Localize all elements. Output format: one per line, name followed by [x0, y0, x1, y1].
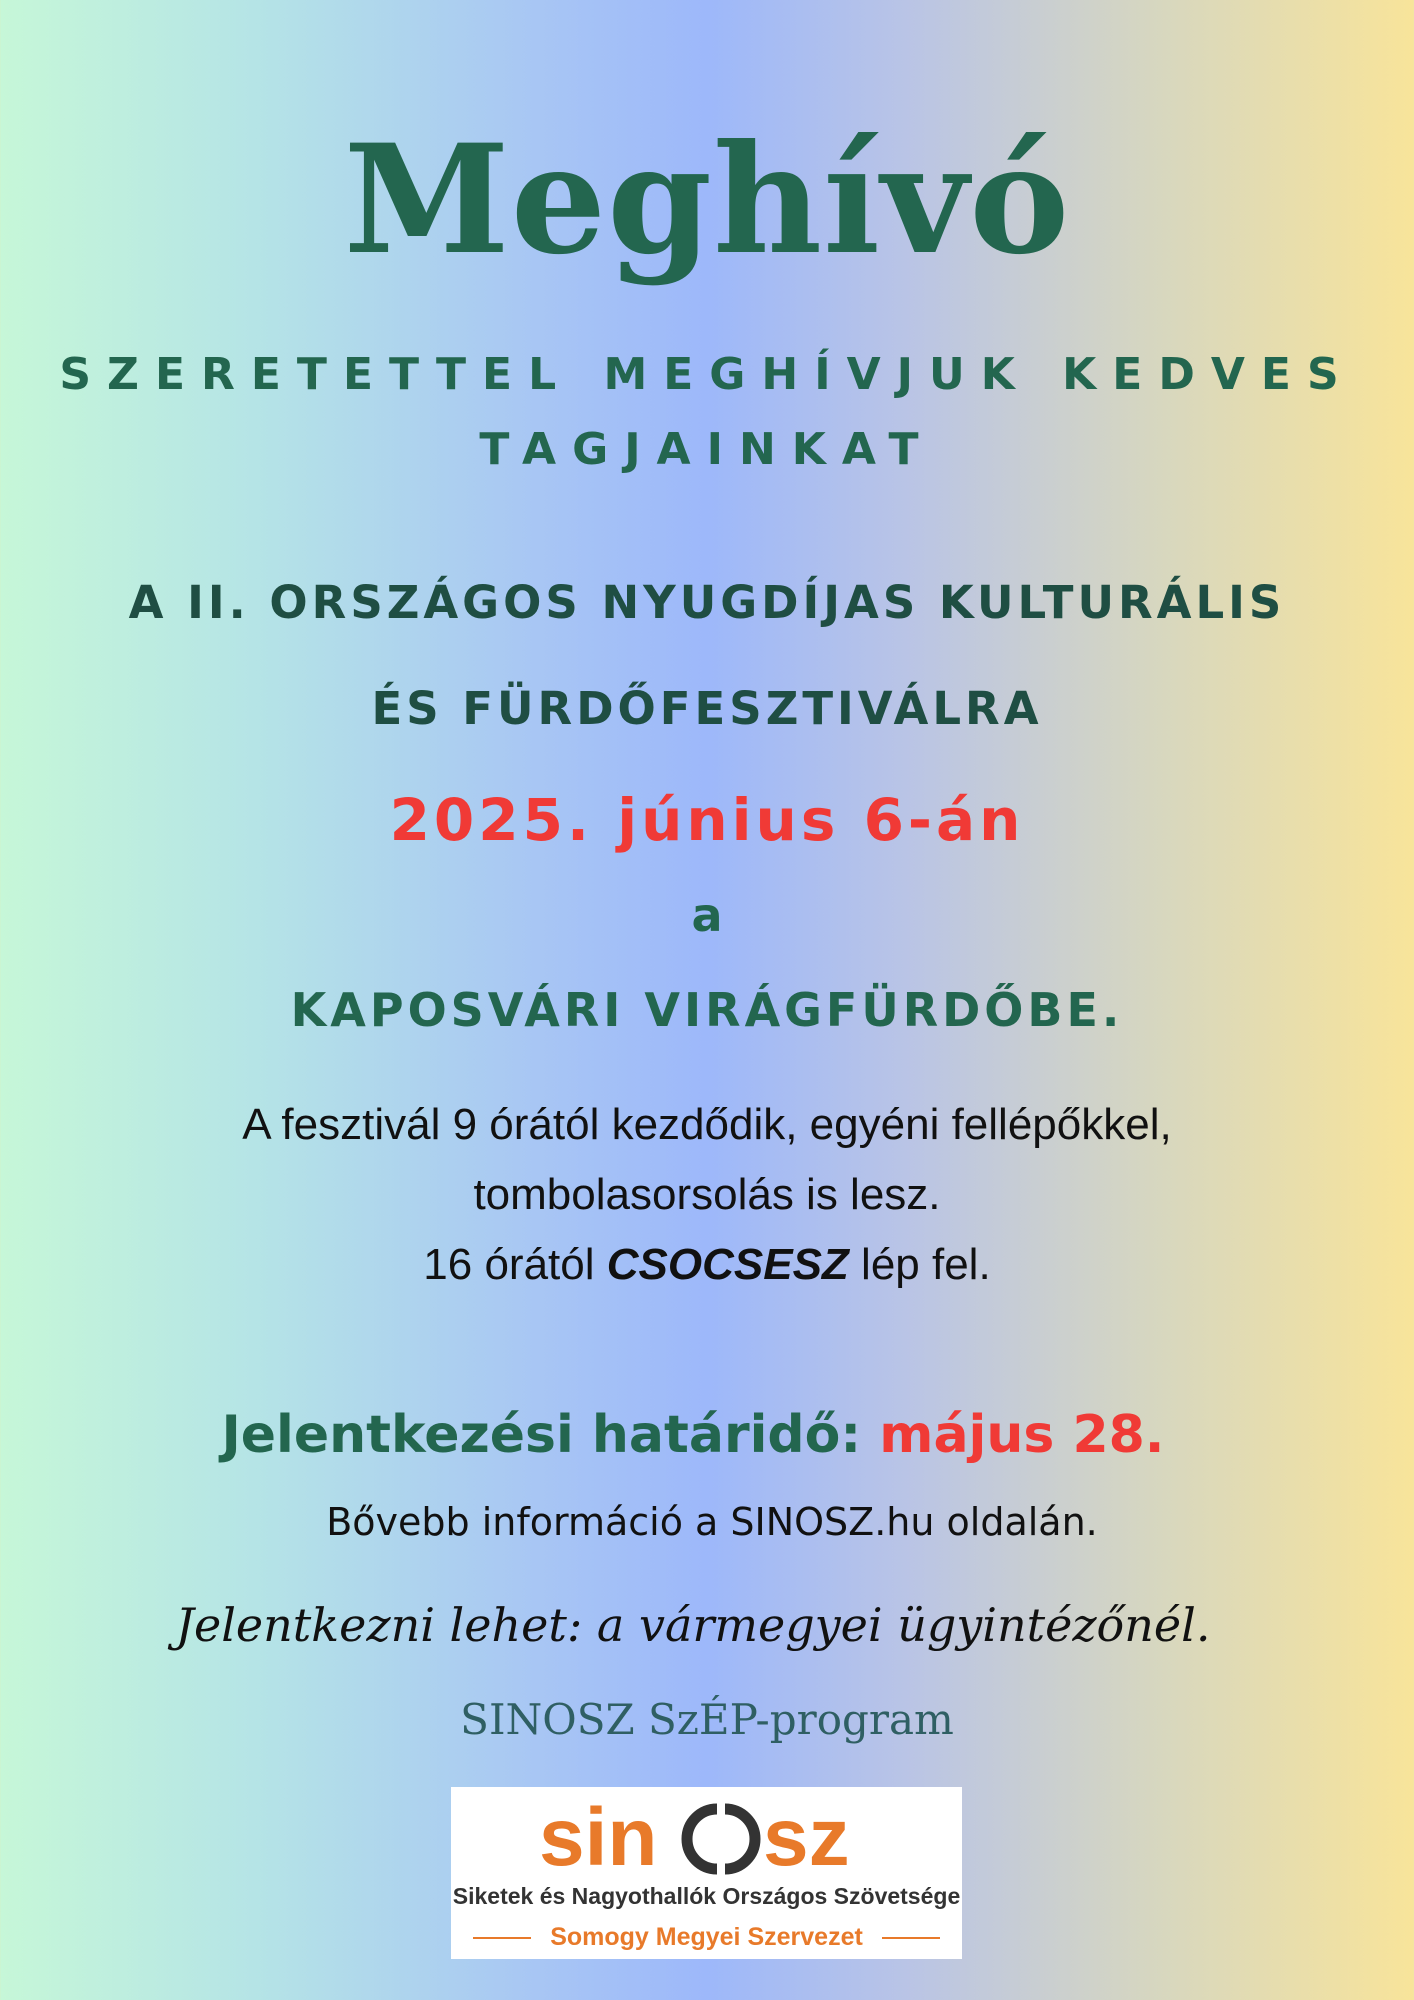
- details-line-3: [0, 1230, 1414, 1300]
- subtitle-line-1: SZERETETTEL MEGHÍVJUK KEDVES: [59, 349, 1355, 400]
- more-info-text: Bővebb információ a SINOSZ.hu oldalán.: [326, 1500, 1098, 1544]
- festival-name-line-1: A II. ORSZÁGOS NYUGDÍJAS KULTURÁLIS: [128, 576, 1286, 629]
- details-line-1: A fesztivál 9 órától kezdődik, egyéni fellépőkkel,: [242, 1100, 1172, 1149]
- svg-text:sz: sz: [763, 1793, 850, 1883]
- apply-info-text: Jelentkezni lehet: a vármegyei ügyintézőnél.: [175, 1598, 1211, 1652]
- logo-branch-name: Somogy Megyei Szervezet: [550, 1923, 863, 1951]
- logo-org-name: Siketek és Nagyothallók Országos Szövetsége: [452, 1883, 961, 1909]
- invitation-title: Meghívó: [343, 112, 1071, 288]
- event-date: 2025. június 6-án: [389, 786, 1025, 854]
- details-line-2: tombolasorsolás is lesz.: [473, 1170, 941, 1219]
- deadline-date: május 28.: [879, 1405, 1165, 1465]
- subtitle-line-2: TAGJAINKAT: [479, 424, 935, 475]
- logo-divider-right: [882, 1937, 940, 1939]
- program-name: SINOSZ SzÉP-program: [460, 1695, 954, 1744]
- festival-name-line-2: ÉS FÜRDŐFESZTIVÁLRA: [371, 682, 1043, 735]
- deadline-label: Jelentkezési határidő:: [221, 1405, 880, 1465]
- details-line-3-prefix: 16 órától: [423, 1240, 607, 1289]
- sinosz-logo: [451, 1787, 962, 1959]
- details-line-3-suffix: lép fel.: [848, 1240, 991, 1289]
- registration-deadline: [0, 1395, 1400, 1475]
- svg-text:sin: sin: [539, 1793, 658, 1883]
- event-venue: KAPOSVÁRI VIRÁGFÜRDŐBE.: [290, 983, 1124, 1037]
- performer-name: CSOCSESZ: [606, 1240, 849, 1289]
- connector-word: a: [691, 888, 723, 942]
- sinosz-wordmark-icon: [451, 1793, 962, 1883]
